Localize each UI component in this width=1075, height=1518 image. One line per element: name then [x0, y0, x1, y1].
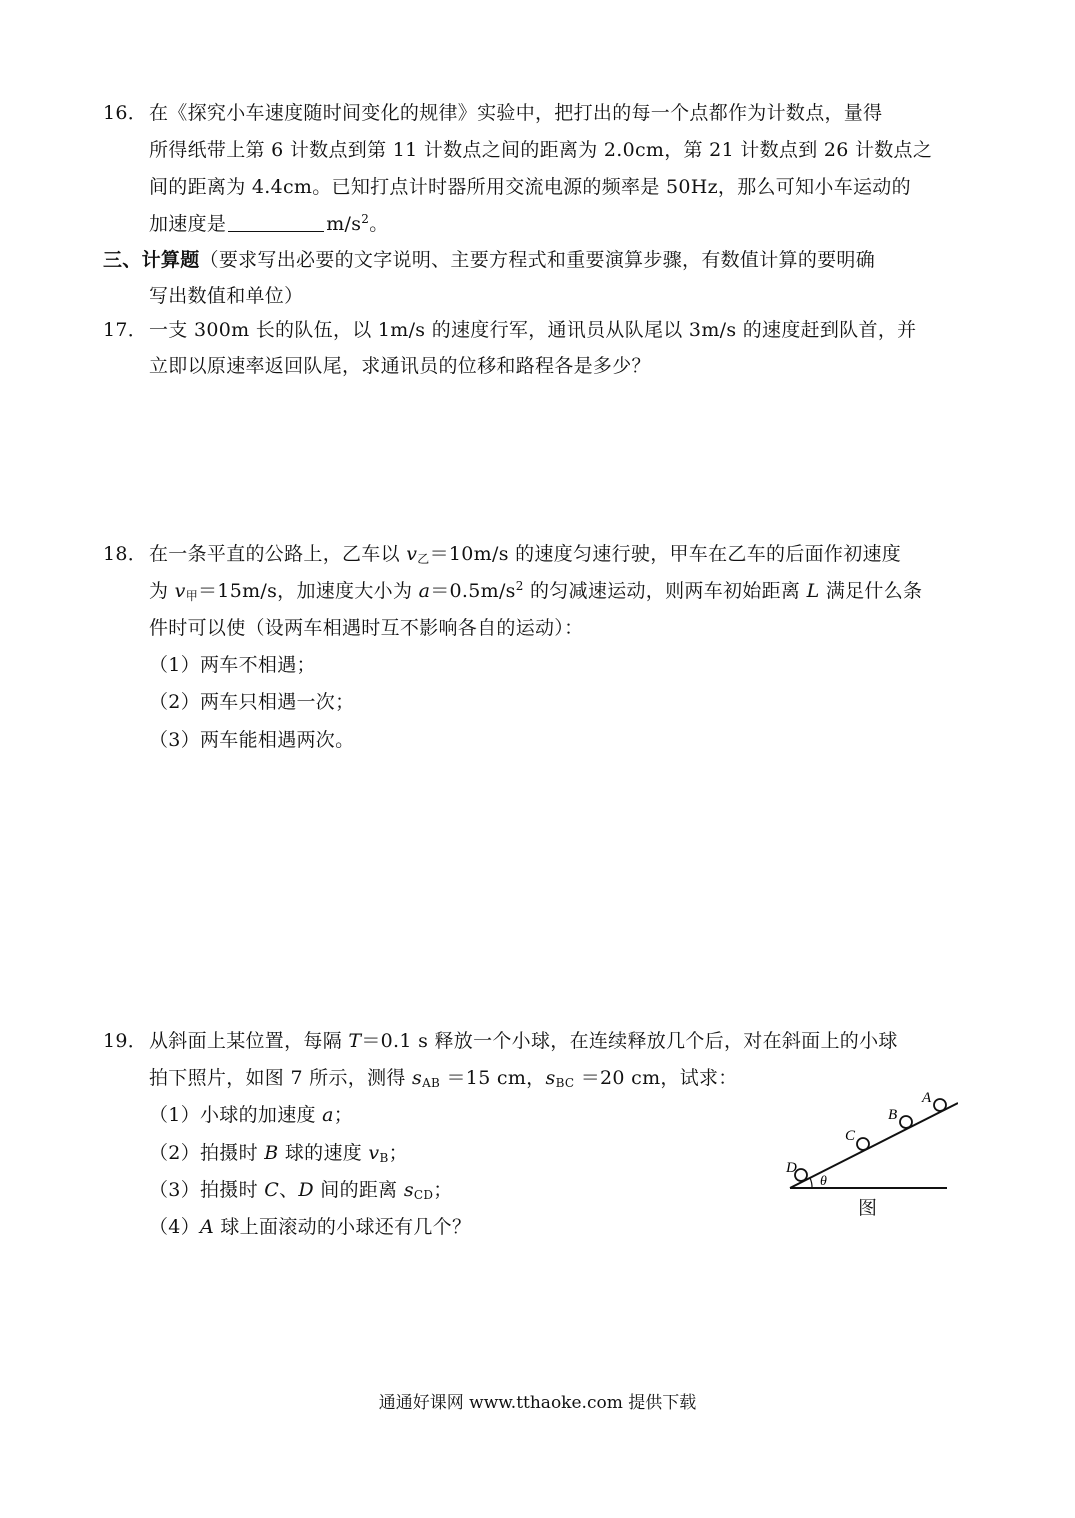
q19-var-s-ab: s [412, 1067, 423, 1089]
q19-sub3-var-C: C [264, 1179, 280, 1201]
ball-c [857, 1138, 869, 1150]
q19-sub3-sep: 、 [279, 1179, 299, 1201]
q16-prefix: 加速度是 [149, 213, 227, 235]
q18-text-1b: ＝10m/s 的速度匀速行驶，甲车在乙车的后面作初速度 [429, 543, 902, 565]
q19-text-1a: 从斜面上某位置，每隔 [149, 1030, 349, 1052]
q18-subquestion-1: （1）两车不相遇； [149, 654, 316, 676]
q19-sub1-text: （1）小球的加速度 [149, 1104, 323, 1126]
section-3-instructions: （要求写出必要的文字说明、主要方程式和重要演算步骤，有数值计算的要明确 [199, 249, 876, 271]
q18-text-1a: 在一条平直的公路上，乙车以 [149, 543, 407, 565]
q17-line-2: 立即以原速率返回队尾，求通讯员的位移和路程各是多少？ [149, 355, 651, 377]
q18-subquestion-2: （2）两车只相遇一次； [149, 691, 355, 713]
q19-text-2c: ＝20 cm，试求： [574, 1067, 738, 1089]
q19-sub3-end: ； [433, 1179, 453, 1201]
q18-var-v2: v [174, 580, 186, 602]
incline-figure [778, 1088, 958, 1198]
q19-line-1 [103, 1029, 898, 1053]
q18-number: 18． [103, 543, 148, 565]
incline-line [790, 1103, 958, 1188]
q19-sub4-var-A: A [200, 1216, 215, 1238]
answer-blank [228, 213, 324, 232]
q18-line-1 [103, 542, 901, 566]
q19-var-T: T [348, 1030, 362, 1052]
q19-sub2-var-v: v [368, 1142, 380, 1164]
q18-text-2d: 的匀减速运动，则两车初始距离 [523, 580, 807, 602]
q17-text-1: 一支 300m 长的队伍，以 1m/s 的速度行军，通讯员从队尾以 3m/s 的速度赶到队首，并 [149, 319, 917, 341]
footer-text: 通通好课网 www.tthaoke.com 提供下载 [378, 1393, 697, 1413]
q19-sub1-var-a: a [322, 1104, 334, 1126]
q18-text-2c: ＝0.5m/s [430, 580, 516, 602]
label-b: B [888, 1107, 898, 1123]
q16-line-3: 间的距离为 4.4cm。已知打点计时器所用交流电源的频率是 50Hz，那么可知小车运动的 [149, 176, 911, 198]
q16-line-1 [103, 101, 882, 125]
q19-sub2-end: ； [388, 1142, 408, 1164]
q16-end: 。 [369, 213, 389, 235]
label-c: C [845, 1128, 856, 1144]
q19-sub3-sub-cd: CD [413, 1188, 434, 1202]
q19-sub-bc: BC [555, 1076, 575, 1090]
q18-exponent: 2 [515, 579, 524, 593]
q16-unit: m/s [326, 213, 362, 235]
q16-line-2: 所得纸带上第 6 计数点到第 11 计数点之间的距离为 2.0cm，第 21 计数点到 26 计数点之 [149, 139, 933, 161]
q19-sub3-text-c: 间的距离 [313, 1179, 404, 1201]
q18-sub-yi: 乙 [417, 552, 430, 566]
label-a: A [922, 1090, 932, 1106]
q18-sub-jia: 甲 [185, 589, 198, 603]
q19-subquestion-2 [149, 1141, 408, 1165]
q19-var-s-bc: s [545, 1067, 556, 1089]
q18-var-v: v [406, 543, 418, 565]
section-3-title: 三、计算题 [103, 249, 200, 271]
q17-number: 17． [103, 319, 148, 341]
ball-a [934, 1099, 946, 1111]
q19-sub3-var-s: s [403, 1179, 414, 1201]
q16-line-4 [149, 212, 389, 236]
q19-line-2 [149, 1066, 738, 1090]
q19-sub1-end: ； [333, 1104, 354, 1126]
q19-sub2-sub-B: B [379, 1151, 389, 1165]
q19-sub4-text-b: 球上面滚动的小球还有几个？ [214, 1216, 472, 1238]
q16-number: 16． [103, 102, 148, 124]
q19-sub-ab: AB [422, 1076, 441, 1090]
q18-text-2a: 为 [149, 580, 175, 602]
q16-text-1: 在《探究小车速度随时间变化的规律》实验中，把打出的每一个点都作为计数点，量得 [149, 102, 883, 124]
q19-text-2a: 拍下照片，如图 7 所示，测得 [149, 1067, 413, 1089]
q19-sub3-var-D: D [298, 1179, 314, 1201]
q18-var-a: a [418, 580, 431, 602]
label-d: D [786, 1160, 797, 1176]
q18-subquestion-3: （3）两车能相遇两次。 [149, 729, 355, 751]
q19-subquestion-1 [149, 1103, 353, 1127]
q19-sub2-text: （2）拍摄时 [149, 1142, 265, 1164]
q19-text-2b: ＝15 cm， [440, 1067, 546, 1089]
q19-sub2-var-B: B [264, 1142, 279, 1164]
q18-line-2 [149, 579, 922, 603]
angle-arc [810, 1178, 812, 1188]
q19-sub3-text: （3）拍摄时 [149, 1179, 265, 1201]
q19-text-1b: ＝0.1 s 释放一个小球，在连续释放几个后，对在斜面上的小球 [361, 1030, 898, 1052]
q19-subquestion-4 [149, 1215, 471, 1239]
q19-number: 19． [103, 1030, 148, 1052]
angle-theta-label: θ [820, 1174, 827, 1189]
q16-unit-exponent: 2 [361, 212, 370, 226]
section-3-line-1 [103, 248, 875, 272]
section-3-line-2: 写出数值和单位） [149, 285, 304, 307]
q18-text-2b: ＝15m/s，加速度大小为 [198, 580, 419, 602]
q17-line-1 [103, 318, 916, 342]
q19-subquestion-3 [149, 1178, 453, 1202]
q19-sub2-text-b: 球的速度 [278, 1142, 369, 1164]
q18-var-L: L [806, 580, 820, 602]
q18-text-2e: 满足什么条 [819, 580, 923, 602]
ball-b [900, 1116, 912, 1128]
figure-caption: 图 [858, 1197, 878, 1219]
q18-line-3: 件时可以使（设两车相遇时互不影响各自的运动）： [149, 617, 584, 639]
q19-sub4-text: （4） [149, 1216, 200, 1238]
